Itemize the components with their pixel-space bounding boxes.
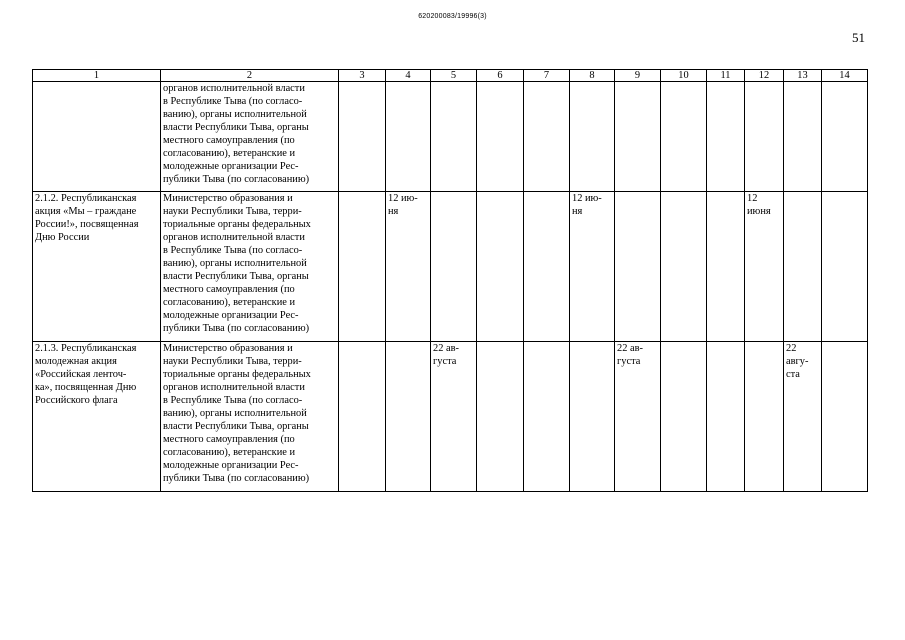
column-number: 14 [822,70,868,82]
date-cell [431,82,477,192]
date-cell [707,192,745,342]
column-number: 3 [339,70,386,82]
date-cell [477,342,524,492]
date-cell [339,342,386,492]
table-row [33,82,868,192]
date-cell [615,82,661,192]
date-cell [661,192,707,342]
page-number: 51 [852,30,865,45]
column-number: 9 [615,70,661,82]
date-cell [339,82,386,192]
event-name-cell: 2.1.3. Республиканская молодежная акция «Российская ленточ- ка», посвященная Дню Российского флага [33,342,161,492]
date-cell [477,192,524,342]
date-cell: 22 авгу- ста [784,342,822,492]
date-cell [524,342,570,492]
date-cell [707,342,745,492]
date-cell [822,82,868,192]
executors-cell: органов исполнительной власти в Республике Тыва (по согласо- ванию), органы исполнительной власти Республики Тыва, органы местного самоуправления (по согласованию), ветеранские и молодежные организации Рес- публики Тыва (по согласованию) [161,82,339,192]
date-cell [707,82,745,192]
date-cell [570,82,615,192]
date-cell [339,192,386,342]
column-number: 11 [707,70,745,82]
date-cell: 12 ию- ня [386,192,431,342]
events-table [32,69,868,492]
date-cell [661,82,707,192]
date-cell [784,192,822,342]
date-cell: 22 ав- густа [431,342,477,492]
column-number: 1 [33,70,161,82]
column-number: 8 [570,70,615,82]
date-cell [822,342,868,492]
date-cell [615,192,661,342]
date-cell [570,342,615,492]
column-number: 12 [745,70,784,82]
column-number: 7 [524,70,570,82]
date-cell: 12 ию- ня [570,192,615,342]
date-cell [477,82,524,192]
date-cell [661,342,707,492]
table-row [33,342,868,492]
column-number: 4 [386,70,431,82]
column-number: 5 [431,70,477,82]
date-cell [386,82,431,192]
date-cell [745,342,784,492]
date-cell [524,192,570,342]
date-cell: 22 ав- густа [615,342,661,492]
executors-cell: Министерство образования и науки Республики Тыва, терри- ториальные органы федеральных органов исполнительной власти в Республике Тыва (по согласо- ванию), органы исполнительной власти Республики Тыва, органы местного самоуправления (по согласованию), ветеранские и молодежные организации Рес- публики Тыва (по согласованию) [161,342,339,492]
column-number: 2 [161,70,339,82]
document-code: 620200083/19996(3) [418,13,487,20]
date-cell [745,82,784,192]
date-cell [822,192,868,342]
column-numbers-row [33,70,868,82]
column-number: 13 [784,70,822,82]
executors-cell: Министерство образования и науки Республики Тыва, терри- ториальные органы федеральных органов исполнительной власти в Республике Тыва (по согласо- ванию), органы исполнительной власти Республики Тыва, органы местного самоуправления (по согласованию), ветеранские и молодежные организации Рес- публики Тыва (по согласованию) [161,192,339,342]
date-cell [784,82,822,192]
date-cell: 12 июня [745,192,784,342]
date-cell [431,192,477,342]
date-cell [524,82,570,192]
date-cell [386,342,431,492]
event-name-cell: 2.1.2. Республиканская акция «Мы – граждане России!», посвященная Дню России [33,192,161,342]
column-number: 6 [477,70,524,82]
event-name-cell [33,82,161,192]
column-number: 10 [661,70,707,82]
table-row [33,192,868,342]
